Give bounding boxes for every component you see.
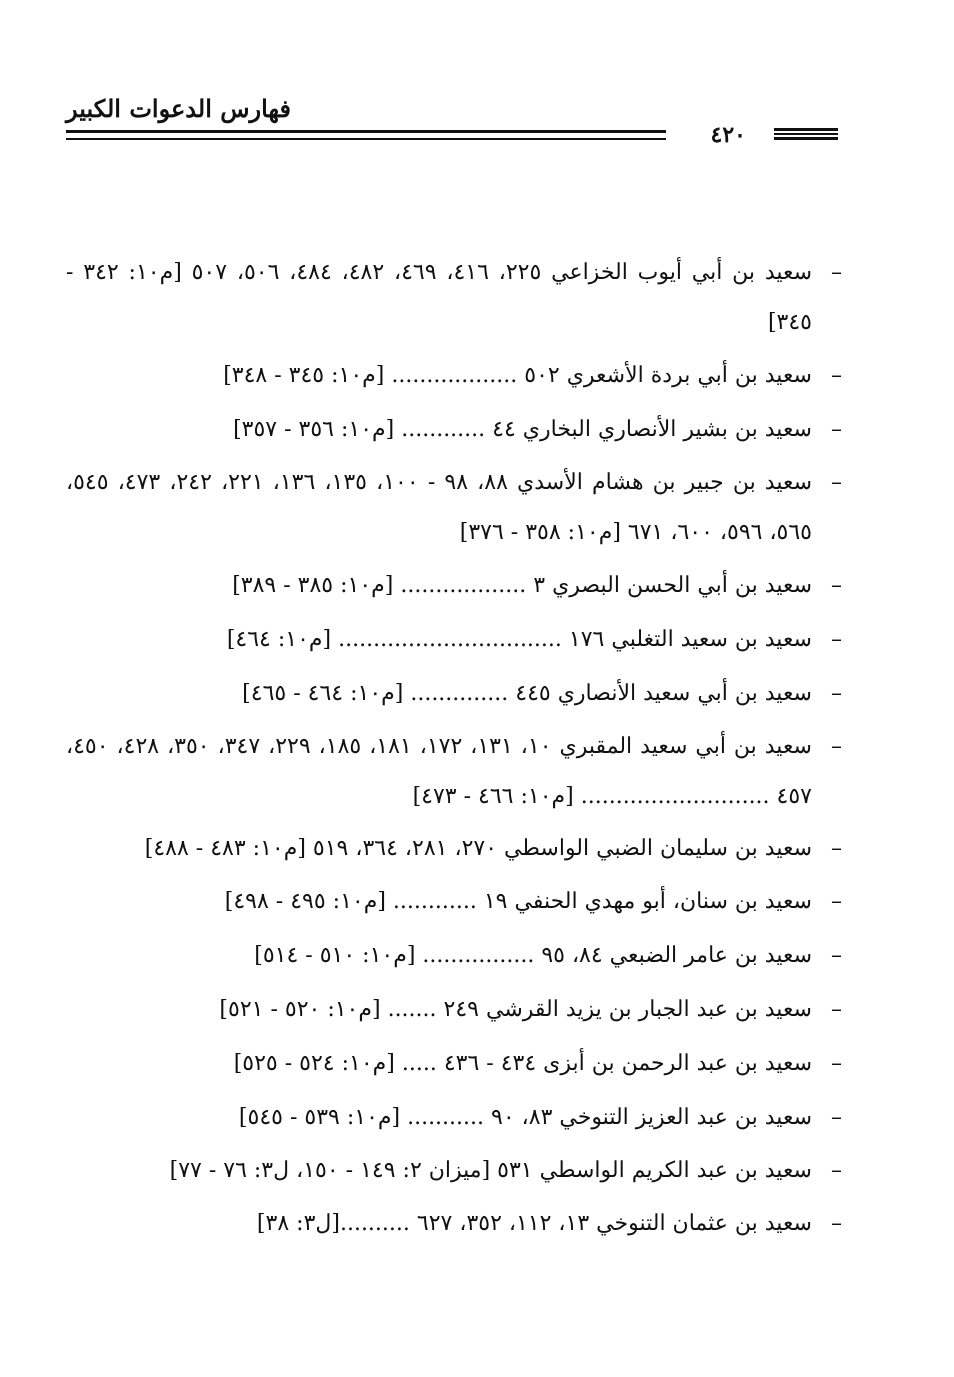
index-entry: [66, 404, 842, 456]
header-rule: [66, 130, 666, 140]
index-entry: [66, 614, 842, 666]
entry-text: سعيد بن سليمان الضبي الواسطي ٢٧٠، ٢٨١، ٣٦٤، ٥١٩ [م١٠: ٤٨٣ - ٤٨٨]: [144, 836, 812, 861]
entry-dash: –: [831, 573, 842, 598]
index-entry: [66, 668, 842, 720]
entry-dash: –: [831, 1211, 842, 1236]
entry-text: سعيد بن أبي سعيد المقبري ١٠، ١٣١، ١٧٢، ١٨١، ١٨٥، ٢٢٩، ٣٤٧، ٣٥٠، ٤٢٨، ٤٥٠، ٤٥٧ ........................... [م١٠: ٤٦٦ - ٤٧٣]: [66, 734, 812, 809]
entry-text: سعيد بن عبد الرحمن بن أبزى ٤٣٤ - ٤٣٦ ..... [م١٠: ٥٢٤ - ٥٢٥]: [233, 1051, 812, 1076]
entry-text: سعيد بن عبد الكريم الواسطي ٥٣١ [ميزان ٢: ١٤٩ - ١٥٠، ل٣: ٧٦ - ٧٧]: [169, 1158, 812, 1183]
index-entry: [66, 984, 842, 1036]
index-entry: [66, 722, 842, 822]
index-entry: [66, 458, 842, 558]
index-entry: [66, 824, 842, 874]
entry-dash: –: [831, 1051, 842, 1076]
index-entry: [66, 930, 842, 982]
entry-dash: –: [831, 889, 842, 914]
index-entry: [66, 1198, 842, 1250]
entry-dash: –: [831, 260, 842, 285]
entry-dash: –: [831, 417, 842, 442]
header-rule-ornament: [774, 128, 838, 140]
page-header: [66, 92, 838, 152]
running-title: فهارس الدعوات الكبير: [66, 94, 291, 123]
entry-dash: –: [831, 681, 842, 706]
entry-dash: –: [831, 943, 842, 968]
index-entry: [66, 1038, 842, 1090]
index-entry: [66, 248, 842, 348]
index-entry: [66, 560, 842, 612]
index-entry: [66, 876, 842, 928]
entry-dash: –: [831, 363, 842, 388]
entry-text: سعيد بن سنان، أبو مهدي الحنفي ١٩ ............ [م١٠: ٤٩٥ - ٤٩٨]: [224, 889, 812, 914]
entry-text: سعيد بن أبي بردة الأشعري ٥٠٢ .................. [م١٠: ٣٤٥ - ٣٤٨]: [223, 363, 812, 388]
entry-dash: –: [831, 997, 842, 1022]
entry-text: سعيد بن أبي سعيد الأنصاري ٤٤٥ .............. [م١٠: ٤٦٤ - ٤٦٥]: [242, 681, 812, 706]
entry-dash: –: [831, 734, 842, 759]
entry-text: سعيد بن بشير الأنصاري البخاري ٤٤ ............ [م١٠: ٣٥٦ - ٣٥٧]: [233, 417, 812, 442]
entry-dash: –: [831, 836, 842, 861]
page-number: ٤٢٠: [703, 124, 754, 146]
entry-text: سعيد بن عثمان التنوخي ١٣، ١١٢، ٣٥٢، ٦٢٧ ..........[ل٣: ٣٨]: [256, 1211, 812, 1236]
entry-text: سعيد بن أبي الحسن البصري ٣ .................. [م١٠: ٣٨٥ - ٣٨٩]: [232, 573, 812, 598]
index-entry: [66, 350, 842, 402]
entry-text: سعيد بن أبي أيوب الخزاعي ٢٢٥، ٤١٦، ٤٦٩، ٤٨٢، ٤٨٤، ٥٠٦، ٥٠٧ [م١٠: ٣٤٢ - ٣٤٥]: [66, 260, 813, 335]
entry-dash: –: [831, 470, 842, 495]
entry-text: سعيد بن عامر الضبعي ٨٤، ٩٥ ................ [م١٠: ٥١٠ - ٥١٤]: [254, 943, 812, 968]
index-list: [66, 248, 842, 1252]
index-entry: [66, 1146, 842, 1196]
entry-text: سعيد بن سعيد التغلبي ١٧٦ ................................ [م١٠: ٤٦٤]: [226, 627, 812, 652]
entry-dash: –: [831, 1105, 842, 1130]
entry-text: سعيد بن عبد العزيز التنوخي ٨٣، ٩٠ ........... [م١٠: ٥٣٩ - ٥٤٥]: [238, 1105, 812, 1130]
index-entry: [66, 1092, 842, 1144]
entry-dash: –: [831, 627, 842, 652]
entry-text: سعيد بن جبير بن هشام الأسدي ٨٨، ٩٨ - ١٠٠، ١٣٥، ١٣٦، ٢٢١، ٢٤٢، ٤٧٣، ٥٤٥، ٥٦٥، ٥٩٦، ٦٠٠، ٦٧١ [م١٠: ٣٥٨ - ٣٧٦]: [66, 470, 813, 545]
entry-dash: –: [831, 1158, 842, 1183]
entry-text: سعيد بن عبد الجبار بن يزيد القرشي ٢٤٩ ....... [م١٠: ٥٢٠ - ٥٢١]: [219, 997, 812, 1022]
